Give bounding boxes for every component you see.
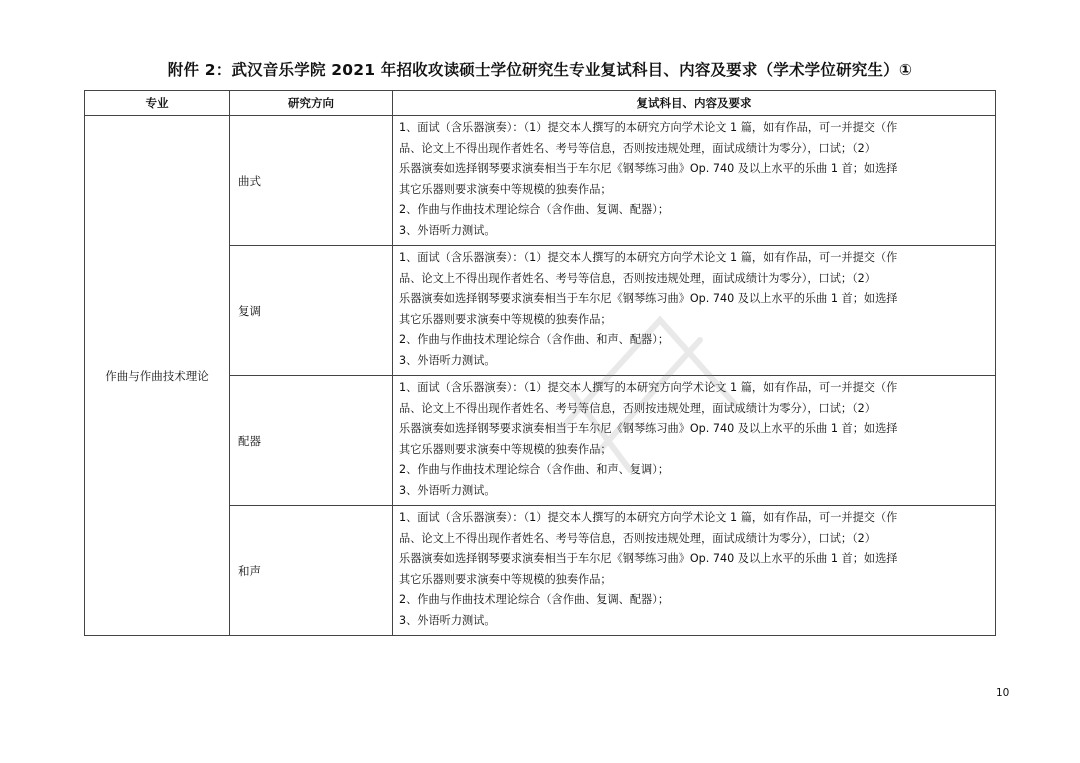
requirement-line: 2、作曲与作曲技术理论综合（含作曲、和声、复调）； — [399, 463, 670, 476]
requirement-line: 2、作曲与作曲技术理论综合（含作曲、复调、配器）； — [399, 203, 670, 216]
requirement-line: 其它乐器则要求演奏中等规模的独奏作品； — [399, 572, 612, 586]
requirement-line: 1、面试（含乐器演奏）：（1）提交本人撰写的本研究方向学术论文 1 篇，如有作品，可一并提交（作 — [399, 381, 898, 394]
requirement-line: 1、面试（含乐器演奏）：（1）提交本人撰写的本研究方向学术论文 1 篇，如有作品，可一并提交（作 — [399, 251, 898, 264]
header-requirements: 复试科目、内容及要求 — [393, 91, 996, 116]
requirements-table — [84, 90, 996, 636]
requirement-line: 乐器演奏如选择钢琴要求演奏相当于车尔尼《钢琴练习曲》Op. 740 及以上水平的乐曲 1 首；如选择 — [399, 162, 898, 175]
requirement-line: 2、作曲与作曲技术理论综合（含作曲、复调、配器）； — [399, 593, 670, 606]
requirement-line: 3、外语听力测试。 — [399, 353, 496, 367]
direction-cell: 和声 — [230, 506, 393, 636]
requirements-cell — [393, 116, 996, 246]
requirement-line: 品、论文上不得出现作者姓名、考号等信息，否则按违规处理，面试成绩计为零分），口试；（2） — [399, 141, 876, 155]
direction-cell: 复调 — [230, 246, 393, 376]
requirement-line: 其它乐器则要求演奏中等规模的独奏作品； — [399, 442, 612, 456]
requirement-line: 3、外语听力测试。 — [399, 613, 496, 627]
requirements-cell — [393, 246, 996, 376]
major-cell: 作曲与作曲技术理论 — [85, 116, 230, 636]
table-row — [85, 116, 996, 246]
document-title: 附件 2：武汉音乐学院 2021 年招收攻读硕士学位研究生专业复试科目、内容及要求（学术学位研究生）① — [167, 61, 913, 79]
header-major: 专业 — [85, 91, 230, 116]
requirement-line: 品、论文上不得出现作者姓名、考号等信息，否则按违规处理，面试成绩计为零分），口试；（2） — [399, 271, 876, 285]
requirement-line: 乐器演奏如选择钢琴要求演奏相当于车尔尼《钢琴练习曲》Op. 740 及以上水平的乐曲 1 首；如选择 — [399, 552, 898, 565]
requirements-cell — [393, 506, 996, 636]
requirement-line: 2、作曲与作曲技术理论综合（含作曲、和声、配器）； — [399, 333, 670, 346]
requirement-line: 3、外语听力测试。 — [399, 483, 496, 497]
requirement-line: 乐器演奏如选择钢琴要求演奏相当于车尔尼《钢琴练习曲》Op. 740 及以上水平的乐曲 1 首；如选择 — [399, 422, 898, 435]
requirement-line: 1、面试（含乐器演奏）：（1）提交本人撰写的本研究方向学术论文 1 篇，如有作品，可一并提交（作 — [399, 121, 898, 134]
table-header-row — [85, 91, 996, 116]
requirement-line: 3、外语听力测试。 — [399, 223, 496, 237]
header-direction: 研究方向 — [230, 91, 393, 116]
requirement-line: 1、面试（含乐器演奏）：（1）提交本人撰写的本研究方向学术论文 1 篇，如有作品，可一并提交（作 — [399, 511, 898, 524]
page-number: 10 — [996, 687, 1010, 699]
requirement-line: 其它乐器则要求演奏中等规模的独奏作品； — [399, 182, 612, 196]
direction-cell: 配器 — [230, 376, 393, 506]
requirement-line: 品、论文上不得出现作者姓名、考号等信息，否则按违规处理，面试成绩计为零分），口试；（2） — [399, 531, 876, 545]
requirements-cell — [393, 376, 996, 506]
requirement-line: 其它乐器则要求演奏中等规模的独奏作品； — [399, 312, 612, 326]
requirement-line: 乐器演奏如选择钢琴要求演奏相当于车尔尼《钢琴练习曲》Op. 740 及以上水平的乐曲 1 首；如选择 — [399, 292, 898, 305]
requirement-line: 品、论文上不得出现作者姓名、考号等信息，否则按违规处理，面试成绩计为零分），口试；（2） — [399, 401, 876, 415]
direction-cell: 曲式 — [230, 116, 393, 246]
